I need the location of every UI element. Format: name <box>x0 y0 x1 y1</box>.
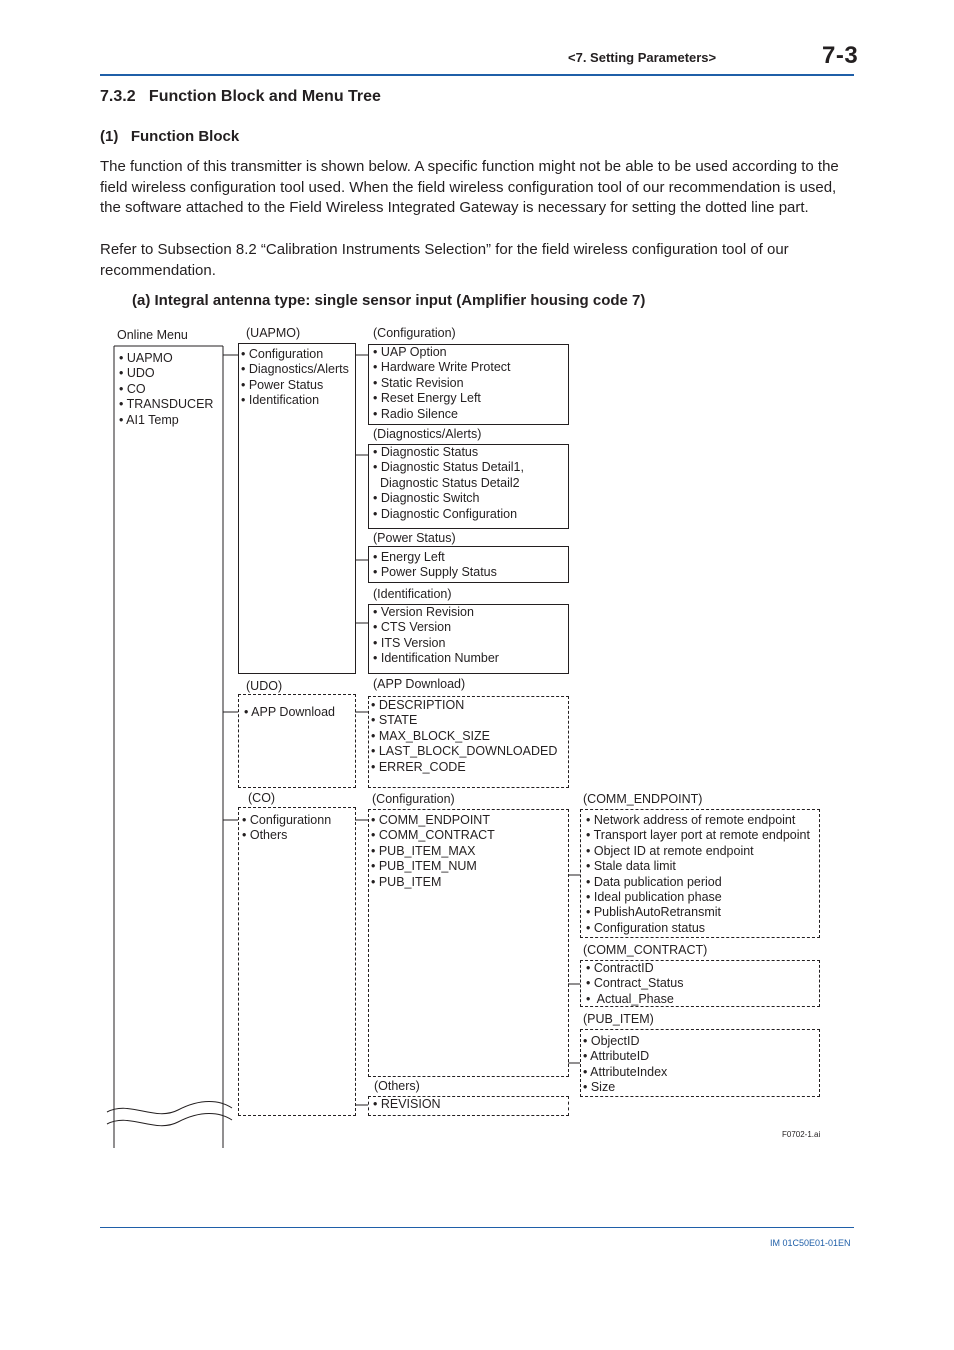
online-menu-title: Online Menu <box>117 328 188 342</box>
list-item[interactable]: • Network address of remote endpoint <box>586 813 796 827</box>
co-list <box>242 813 331 844</box>
comm-contract-title: (COMM_CONTRACT) <box>583 943 708 957</box>
list-item[interactable]: • Diagnostic Status Detail1, <box>373 460 524 475</box>
others-title: (Others) <box>374 1079 420 1093</box>
list-item[interactable]: • Power Status <box>241 377 324 392</box>
list-item[interactable]: • Ideal publication phase <box>586 890 722 905</box>
list-item[interactable]: • CTS Version <box>373 620 452 635</box>
power-status-list <box>373 550 497 581</box>
list-item[interactable]: • Contract_Status <box>586 976 684 991</box>
pub-item-list <box>583 1034 667 1096</box>
list-item[interactable]: • Hardware Write Protect <box>373 360 511 375</box>
uapmo-title: (UAPMO) <box>246 326 301 340</box>
list-item[interactable]: • Reset Energy Left <box>373 391 481 406</box>
list-item[interactable]: • COMM_ENDPOINT <box>371 813 490 827</box>
list-item[interactable]: • Energy Left <box>373 550 445 564</box>
figure-caption: (a) Integral antenna type: single sensor input (Amplifier housing code 7) <box>132 292 646 309</box>
page-number: 7-3 <box>822 42 859 69</box>
list-item[interactable]: • Object ID at remote endpoint <box>586 843 754 858</box>
list-item[interactable]: • PUB_ITEM_MAX <box>371 843 476 858</box>
co-configuration-title: (Configuration) <box>372 792 455 806</box>
identification-list <box>373 605 499 667</box>
list-item[interactable]: • Configurationn <box>242 813 332 827</box>
list-item[interactable]: • APP Download <box>244 705 336 719</box>
list-item[interactable]: • ObjectID <box>583 1034 640 1048</box>
list-item[interactable]: • Data publication period <box>586 874 722 889</box>
power-status-title: (Power Status) <box>373 531 456 545</box>
list-item[interactable]: • PublishAutoRetransmit <box>586 905 721 920</box>
list-item[interactable]: • UAP Option <box>373 345 447 359</box>
list-item[interactable]: • COMM_CONTRACT <box>371 828 495 843</box>
co-box <box>238 807 356 1116</box>
list-item[interactable]: • Diagnostics/Alerts <box>241 362 349 377</box>
list-item[interactable]: • Version Revision <box>373 605 474 619</box>
list-item[interactable]: • PUB_ITEM_NUM <box>371 859 477 874</box>
comm-contract-list <box>586 961 683 1007</box>
comm-endpoint-title: (COMM_ENDPOINT) <box>583 792 703 806</box>
list-item[interactable]: • Power Supply Status <box>373 565 497 580</box>
list-item[interactable]: • MAX_BLOCK_SIZE <box>371 728 491 743</box>
co-configuration-list <box>371 813 495 890</box>
list-item[interactable]: • AttributeID <box>583 1049 650 1064</box>
app-download-list <box>371 698 557 775</box>
pub-item-title: (PUB_ITEM) <box>583 1012 654 1026</box>
uapmo-list <box>241 347 349 409</box>
app-download-title: (APP Download) <box>373 677 466 691</box>
footer-rule <box>100 1227 854 1228</box>
list-item[interactable]: • Radio Silence <box>373 406 458 421</box>
figure-id: F0702-1.ai <box>782 1130 821 1139</box>
list-item[interactable]: • AI1 Temp <box>119 412 179 427</box>
list-item[interactable]: • DESCRIPTION <box>371 698 465 712</box>
list-item[interactable]: • Others <box>242 828 288 843</box>
document-id: IM 01C50E01-01EN <box>770 1238 851 1248</box>
list-item[interactable]: • Stale data limit <box>586 859 676 874</box>
section-title: 7.3.2 Function Block and Menu Tree <box>100 88 381 105</box>
list-item[interactable]: • Transport layer port at remote endpoint <box>586 828 810 843</box>
list-item[interactable]: • Diagnostic Configuration <box>373 506 518 521</box>
list-item[interactable]: • Identification <box>241 393 320 408</box>
list-item[interactable]: • AttributeIndex <box>583 1064 668 1079</box>
paragraph-intro: The function of this transmitter is shown below. A specific function might not be able to be used according to the field wireless configuration tool used. When the field wireless configuration tool of our recommendation is used, the software attached to the Field Wireless Integrated Gateway is necessary for setting the dotted line part. <box>100 158 839 217</box>
list-item[interactable]: • STATE <box>371 713 418 728</box>
header-section: <7. Setting Parameters> <box>568 50 717 65</box>
comm-endpoint-list <box>586 813 810 936</box>
subsection-title: (1) Function Block <box>100 128 240 145</box>
list-item[interactable]: • Size <box>583 1080 616 1095</box>
list-item[interactable]: • Identification Number <box>373 651 499 666</box>
udo-list <box>244 705 335 720</box>
list-item[interactable]: • UDO <box>119 366 155 381</box>
list-item[interactable]: • UAPMO <box>119 351 173 365</box>
list-item[interactable]: • Diagnostic Switch <box>373 491 480 506</box>
list-item[interactable]: • Configuration <box>241 347 324 361</box>
identification-title: (Identification) <box>373 587 452 601</box>
list-item[interactable]: • Static Revision <box>373 375 464 390</box>
list-item[interactable]: • TRANSDUCER <box>119 397 214 412</box>
list-item[interactable]: • PUB_ITEM <box>371 874 442 889</box>
list-item[interactable]: • Configuration status <box>586 920 706 935</box>
list-item[interactable]: • Diagnostic Status <box>373 445 479 459</box>
list-item[interactable]: • REVISION <box>373 1097 441 1111</box>
uapmo-configuration-title: (Configuration) <box>373 326 456 340</box>
diagnostics-alerts-title: (Diagnostics/Alerts) <box>373 427 482 441</box>
uapmo-configuration-list <box>373 345 511 422</box>
list-item[interactable]: • LAST_BLOCK_DOWNLOADED <box>371 744 558 759</box>
co-title: (CO) <box>248 791 276 805</box>
list-item[interactable]: • ERRER_CODE <box>371 759 466 774</box>
paragraph-reference: Refer to Subsection 8.2 “Calibration Instruments Selection” for the field wireless configuration tool of our recommendation. <box>100 241 789 279</box>
diagnostics-alerts-list <box>373 445 524 522</box>
list-item[interactable]: • ContractID <box>586 961 654 975</box>
list-item[interactable]: • ITS Version <box>373 635 446 650</box>
list-item[interactable]: • Actual_Phase <box>586 991 674 1006</box>
others-list <box>373 1097 441 1112</box>
udo-title: (UDO) <box>246 679 283 693</box>
list-item[interactable]: Diagnostic Status Detail2 <box>373 475 520 490</box>
list-item[interactable]: • CO <box>119 381 146 396</box>
online-menu-list <box>119 351 213 428</box>
